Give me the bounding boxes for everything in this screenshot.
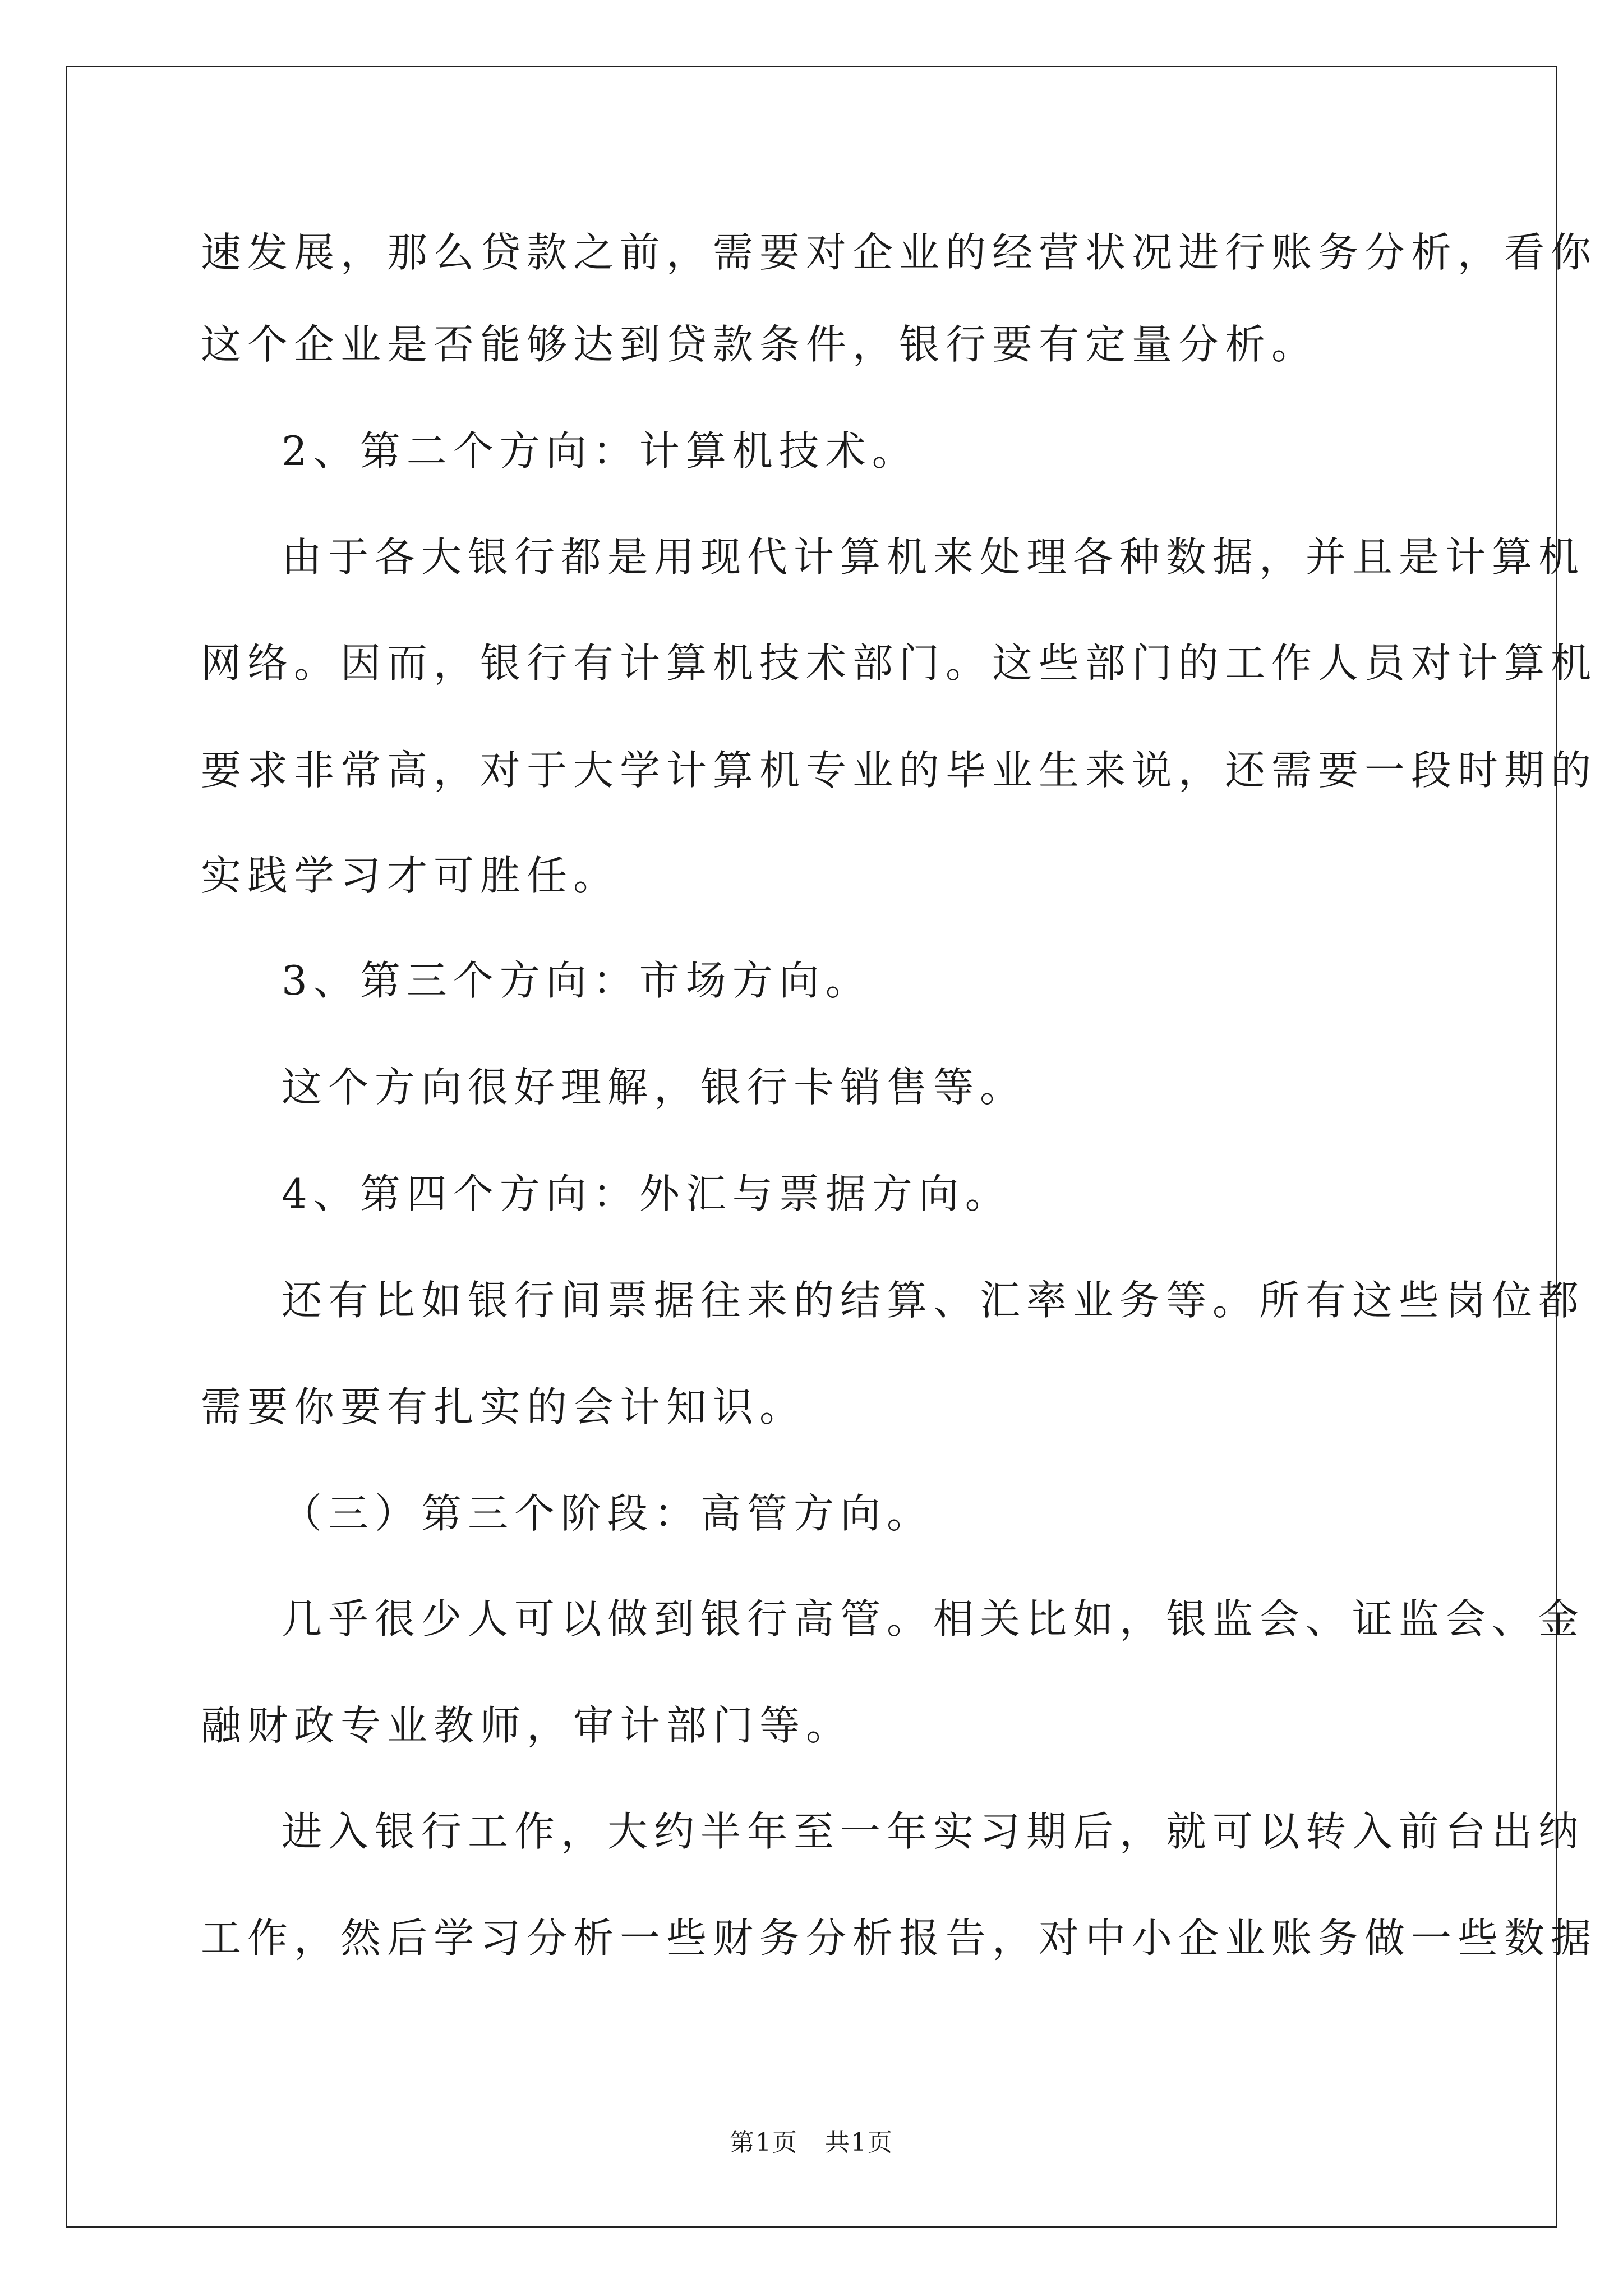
page-number-footer: 第1页 共1页: [730, 2128, 893, 2157]
text-line-6: 要求非常高，对于大学计算机专业的毕业生来说，还需要一段时期的: [201, 747, 1598, 794]
heading-stage-3: （三）第三个阶段：高管方向。: [282, 1490, 934, 1537]
heading-direction-2: 2、第二个方向：计算机技术。: [282, 427, 919, 475]
text-line-2: 这个企业是否能够达到贷款条件，银行要有定量分析。: [201, 321, 1318, 368]
text-line-9: 这个方向很好理解，银行卡销售等。: [282, 1064, 1027, 1111]
page-border: [66, 66, 1557, 2228]
text-line-17: 工作，然后学习分析一些财务分析报告，对中小企业账务做一些数据: [201, 1915, 1598, 1962]
text-line-16: 进入银行工作，大约半年至一年实习期后，就可以转入前台出纳: [282, 1808, 1585, 1855]
text-line-7: 实践学习才可胜任。: [201, 852, 620, 899]
text-line-15: 融财政专业教师，审计部门等。: [201, 1702, 853, 1749]
text-line-11: 还有比如银行间票据往来的结算、汇率业务等。所有这些岗位都: [282, 1277, 1585, 1324]
text-line-14: 几乎很少人可以做到银行高管。相关比如，银监会、证监会、金: [282, 1595, 1585, 1642]
heading-direction-3: 3、第三个方向：市场方向。: [282, 957, 872, 1004]
text-line-4: 由于各大银行都是用现代计算机来处理各种数据，并且是计算机: [282, 533, 1585, 581]
heading-direction-4: 4、第四个方向：外汇与票据方向。: [282, 1170, 1012, 1217]
text-line-1: 速发展，那么贷款之前，需要对企业的经营状况进行账务分析，看你: [201, 229, 1598, 276]
text-line-12: 需要你要有扎实的会计知识。: [201, 1383, 806, 1430]
text-line-5: 网络。因而，银行有计算机技术部门。这些部门的工作人员对计算机: [201, 639, 1598, 687]
